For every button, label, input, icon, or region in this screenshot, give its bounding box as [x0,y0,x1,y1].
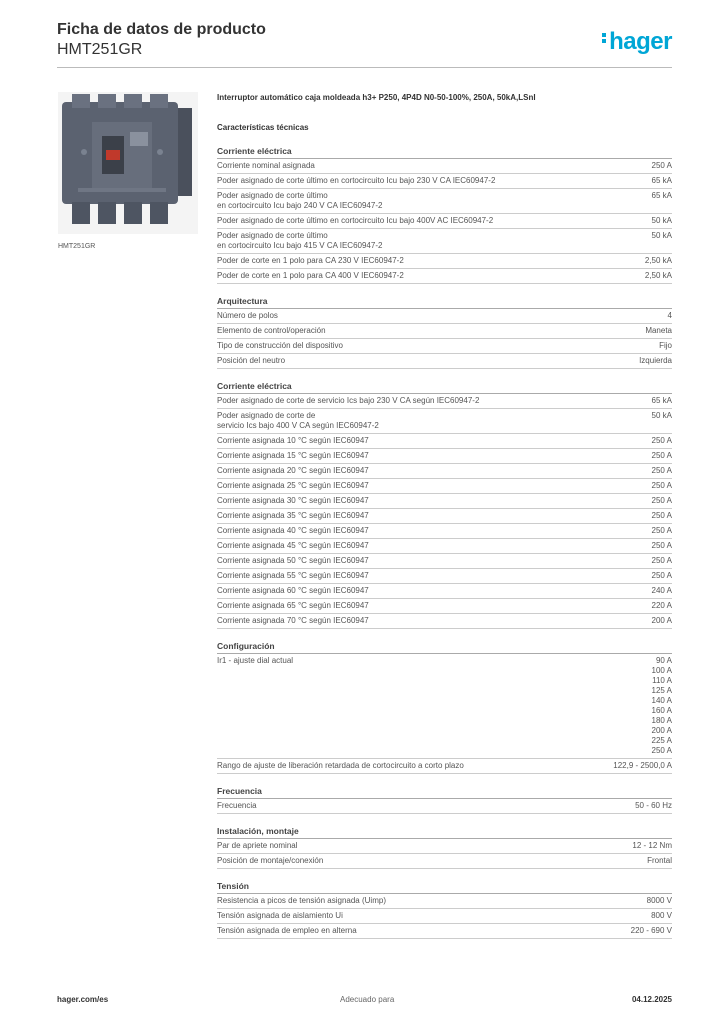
spec-row [217,569,672,584]
spec-value: 250 A [651,496,672,505]
spec-row [217,189,672,214]
spec-label: Posición del neutro [217,356,286,365]
spec-group [217,294,672,369]
spec-value: 250 A [651,511,672,520]
spec-value: 250 A [651,556,672,565]
spec-label: Corriente asignada 70 °C según IEC60947 [217,616,369,625]
spec-group-title: Arquitectura [217,294,672,309]
spec-value: 50 - 60 Hz [635,801,672,810]
spec-group [217,639,672,774]
spec-label: Resistencia a picos de tensión asignada (Uimp) [217,896,386,905]
spec-group [217,144,672,284]
spec-value: 122,9 - 2500,0 A [613,761,672,770]
spec-group-title: Frecuencia [217,784,672,799]
spec-value: 220 A [651,601,672,610]
spec-label: Rango de ajuste de liberación retardada de cortocircuito a corto plazo [217,761,464,770]
spec-row [217,654,672,759]
tech-heading: Características técnicas [217,123,309,132]
product-image [58,92,198,234]
spec-label: Tensión asignada de empleo en alterna [217,926,357,935]
spec-row [217,759,672,774]
spec-value: 240 A [651,586,672,595]
spec-row [217,269,672,284]
spec-row [217,494,672,509]
spec-value: 65 kA [651,396,672,405]
spec-label: Frecuencia [217,801,257,810]
circuit-breaker-icon [58,92,198,234]
spec-label: Corriente asignada 50 °C según IEC60947 [217,556,369,565]
spec-label: Corriente asignada 10 °C según IEC60947 [217,436,369,445]
page-title: Ficha de datos de producto [57,21,266,38]
spec-row [217,924,672,939]
spec-label: Poder asignado de corte de servicio Ics bajo 230 V CA según IEC60947-2 [217,396,480,405]
spec-row [217,479,672,494]
spec-value: 250 A [651,571,672,580]
spec-row [217,554,672,569]
spec-label: Corriente asignada 30 °C según IEC60947 [217,496,369,505]
spec-label: Corriente asignada 15 °C según IEC60947 [217,451,369,460]
spec-label: Tensión asignada de aislamiento Ui [217,911,343,920]
product-description: Interruptor automático caja moldeada h3+ P250, 4P4D N0-50-100%, 250A, 50kA,LSnI [217,93,536,102]
spec-group [217,824,672,869]
spec-content [217,93,672,939]
spec-label: Poder de corte en 1 polo para CA 230 V IEC60947-2 [217,256,404,265]
spec-label: Ir1 - ajuste dial actual [217,656,294,665]
spec-label: Corriente asignada 40 °C según IEC60947 [217,526,369,535]
spec-row [217,254,672,269]
spec-group-title: Configuración [217,639,672,654]
spec-row [217,309,672,324]
spec-label: Poder asignado de corte último en cortocircuito Icu bajo 400V AC IEC60947-2 [217,216,494,225]
spec-row [217,539,672,554]
spec-row [217,434,672,449]
spec-value: 65 kA [651,191,672,200]
spec-row [217,799,672,814]
spec-value: 50 kA [651,216,672,225]
spec-value: 800 V [651,911,672,920]
spec-value: 90 A 100 A 110 A 125 A 140 A 160 A 180 A 200 A 225 A 250 A [651,656,672,755]
spec-label: Elemento de control/operación [217,326,326,335]
spec-value: 250 A [651,466,672,475]
spec-value: Fijo [659,341,672,350]
spec-value: 250 A [651,541,672,550]
spec-group [217,379,672,629]
spec-value: 2,50 kA [644,271,672,280]
spec-row [217,614,672,629]
spec-groups [217,144,672,939]
logo-text: hager [609,28,672,55]
spec-group-title: Tensión [217,879,672,894]
spec-row [217,464,672,479]
spec-row [217,339,672,354]
spec-label: Corriente asignada 35 °C según IEC60947 [217,511,369,520]
spec-label: Tipo de construcción del dispositivo [217,341,343,350]
spec-row [217,524,672,539]
spec-value: 250 A [651,161,672,170]
spec-value: 200 A [651,616,672,625]
spec-value: Izquierda [639,356,672,365]
spec-row [217,839,672,854]
product-image-caption: HMT251GR [58,243,96,250]
spec-value: 220 - 690 V [630,926,672,935]
spec-value: 8000 V [646,896,672,905]
spec-group-title: Instalación, montaje [217,824,672,839]
spec-label: Par de apriete nominal [217,841,298,850]
spec-row [217,909,672,924]
header-divider [57,67,672,68]
spec-group [217,879,672,939]
spec-label: Corriente asignada 60 °C según IEC60947 [217,586,369,595]
spec-value: 50 kA [651,231,672,240]
spec-value: 50 kA [651,411,672,420]
spec-label: Corriente asignada 45 °C según IEC60947 [217,541,369,550]
spec-row [217,599,672,614]
logo-dots-icon [602,31,607,45]
page-header [57,20,672,70]
spec-group-title: Corriente eléctrica [217,379,672,394]
spec-label: Poder asignado de corte último en cortocircuito Icu bajo 240 V CA IEC60947-2 [217,191,383,210]
spec-label: Poder asignado de corte de servicio Ics bajo 400 V CA según IEC60947-2 [217,411,379,430]
footer-website-link[interactable]: hager.com/es [57,995,109,1004]
spec-value: 250 A [651,436,672,445]
footer-suitable-for: Adecuado para [340,995,395,1004]
spec-value: 65 kA [651,176,672,185]
spec-row [217,394,672,409]
spec-label: Corriente asignada 55 °C según IEC60947 [217,571,369,580]
spec-row [217,449,672,464]
spec-group-title: Corriente eléctrica [217,144,672,159]
spec-row [217,584,672,599]
spec-label: Posición de montaje/conexión [217,856,324,865]
spec-label: Número de polos [217,311,278,320]
spec-row [217,229,672,254]
spec-label: Poder de corte en 1 polo para CA 400 V IEC60947-2 [217,271,404,280]
spec-label: Poder asignado de corte último en cortocircuito Icu bajo 230 V CA IEC60947-2 [217,176,496,185]
spec-value: 250 A [651,451,672,460]
spec-label: Corriente nominal asignada [217,161,315,170]
hager-logo[interactable] [602,28,672,56]
spec-row [217,174,672,189]
spec-value: 250 A [651,526,672,535]
spec-value: 250 A [651,481,672,490]
spec-value: Frontal [647,856,672,865]
spec-row [217,509,672,524]
spec-value: 12 - 12 Nm [632,841,672,850]
spec-row [217,214,672,229]
spec-row [217,409,672,434]
spec-value: Maneta [645,326,672,335]
spec-label: Corriente asignada 65 °C según IEC60947 [217,601,369,610]
spec-group [217,784,672,814]
product-code: HMT251GR [57,41,143,58]
footer-date: 04.12.2025 [631,995,672,1004]
spec-row [217,354,672,369]
spec-row [217,894,672,909]
spec-row [217,854,672,869]
spec-value: 4 [667,311,672,320]
spec-row [217,324,672,339]
spec-value: 2,50 kA [644,256,672,265]
spec-row [217,159,672,174]
spec-label: Corriente asignada 20 °C según IEC60947 [217,466,369,475]
spec-label: Poder asignado de corte último en cortocircuito Icu bajo 415 V CA IEC60947-2 [217,231,383,250]
spec-label: Corriente asignada 25 °C según IEC60947 [217,481,369,490]
